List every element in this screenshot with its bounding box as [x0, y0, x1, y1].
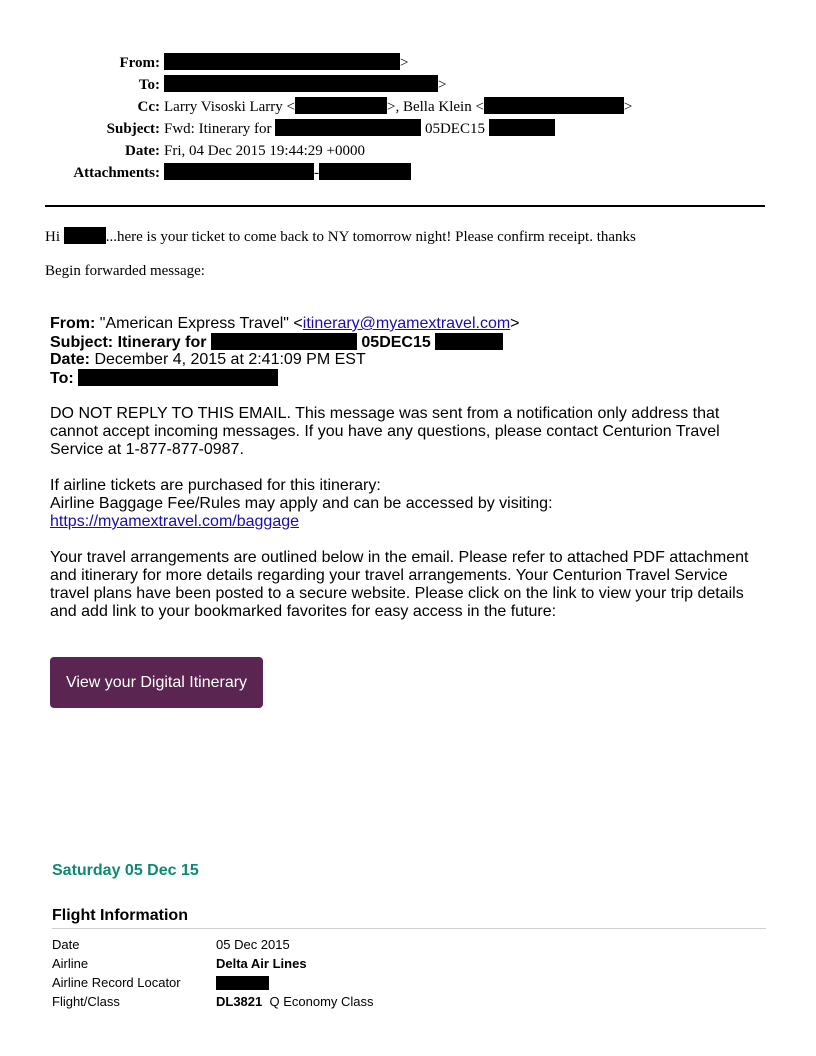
redaction-box: [64, 227, 106, 244]
header-from-row: [0, 52, 816, 74]
header-attachments-label: Attachments:: [73, 165, 160, 181]
forwarded-from-line: From: "American Express Travel" <itinerary@myamextravel.com>: [50, 315, 520, 332]
flight-class-value: DL3821 Q Economy Class: [216, 994, 374, 1009]
redaction-box: [164, 75, 438, 92]
header-divider: [45, 205, 765, 207]
header-from-value: >: [164, 52, 408, 74]
flight-date-value: 05 Dec 2015: [216, 937, 290, 952]
header-cc-value: Larry Visoski Larry < >, Bella Klein < >: [164, 99, 633, 115]
from-email-link[interactable]: itinerary@myamextravel.com: [302, 315, 511, 332]
header-attachments-row: [0, 162, 816, 184]
redaction-box: [275, 119, 421, 136]
header-subject-label: Subject:: [106, 121, 160, 137]
redaction-box: [489, 119, 555, 136]
baggage-line-1: If airline tickets are purchased for this itinerary:: [50, 477, 381, 494]
day-heading: Saturday 05 Dec 15: [52, 862, 199, 879]
greeting-line: Hi ...here is your ticket to come back to NY tomorrow night! Please confirm receipt. thanks: [45, 229, 636, 245]
redaction-box: [484, 97, 624, 114]
locator-value: [216, 975, 269, 991]
forwarded-date-line: Date: December 4, 2015 at 2:41:09 PM EST: [50, 351, 366, 368]
header-to-label: To:: [138, 77, 160, 93]
view-itinerary-button[interactable]: View your Digital Itinerary: [50, 657, 263, 708]
redaction-box: [216, 976, 269, 990]
arrangements-paragraph: Your travel arrangements are outlined below in the email. Please refer to attached PDF attachment and itinerary for more details regarding your travel arrangements. Your Centurion Travel Service travel plans have been posted to a secure website. Please click on the link to view your trip details and add link to your bookmarked favorites for easy access in the future:: [50, 549, 749, 620]
locator-label: Airline Record Locator: [52, 975, 181, 990]
header-date-value: Fri, 04 Dec 2015 19:44:29 +0000: [164, 143, 365, 159]
airline-value: Delta Air Lines: [216, 956, 307, 971]
header-from-label: From:: [119, 55, 160, 71]
redaction-box: [164, 53, 400, 70]
redaction-box: [164, 163, 314, 180]
begin-forwarded-line: Begin forwarded message:: [45, 263, 205, 279]
forwarded-to-line: To:: [50, 369, 278, 388]
flight-date-label: Date: [52, 937, 80, 952]
header-cc-label: Cc:: [137, 99, 160, 115]
header-to-value: >: [164, 74, 446, 96]
header-attachments-value[interactable]: -: [164, 162, 411, 184]
redaction-box: [295, 97, 387, 114]
header-date-row: [0, 140, 816, 162]
no-reply-notice: DO NOT REPLY TO THIS EMAIL. This message was sent from a notification only address that cannot accept incoming messages. If you have any questions, please contact Centurion Travel Service at 1-877-877-0987.: [50, 405, 720, 458]
redaction-box: [435, 333, 503, 350]
section-divider: [52, 928, 766, 929]
baggage-line-2: Airline Baggage Fee/Rules may apply and can be accessed by visiting:: [50, 495, 553, 512]
header-cc-row: [0, 96, 816, 118]
header-subject-row: [0, 118, 816, 140]
flight-information-title: Flight Information: [52, 907, 188, 924]
redaction-box: [78, 369, 278, 386]
header-subject-value: Fwd: Itinerary for 05DEC15: [164, 118, 555, 140]
redaction-box: [211, 333, 357, 350]
header-to-row: [0, 74, 816, 96]
baggage-link[interactable]: https://myamextravel.com/baggage: [50, 513, 300, 530]
forwarded-subject-line: Subject: Itinerary for 05DEC15: [50, 333, 503, 352]
baggage-link-line: [50, 513, 770, 531]
redaction-box: [319, 163, 411, 180]
flight-class-label: Flight/Class: [52, 994, 120, 1009]
airline-label: Airline: [52, 956, 89, 971]
header-date-label: Date:: [125, 143, 160, 159]
